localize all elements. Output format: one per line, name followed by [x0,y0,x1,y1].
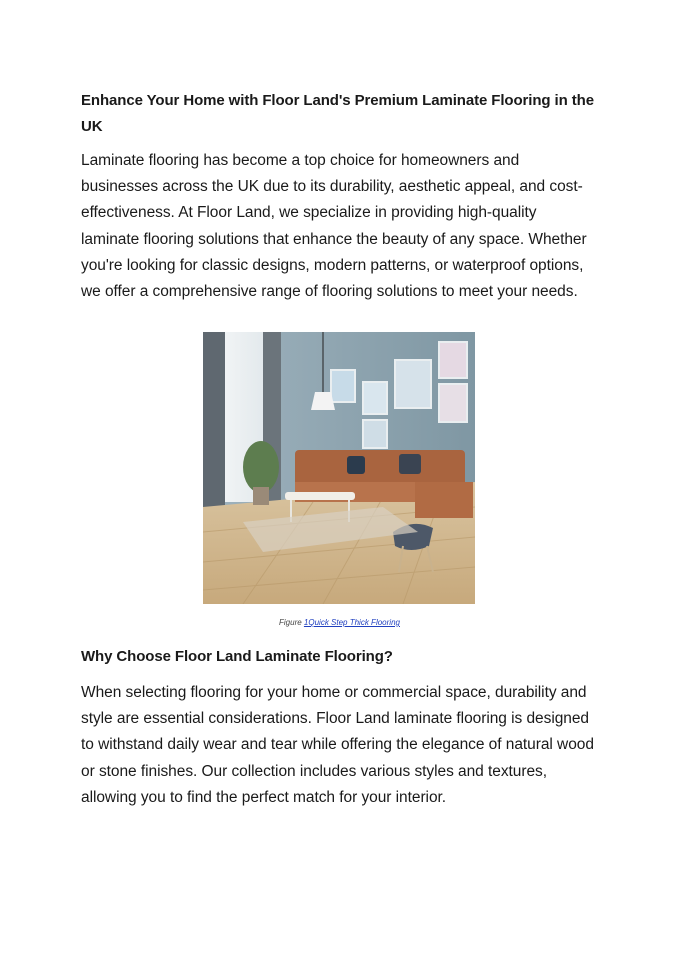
living-room-photo [203,332,475,604]
section-heading-intro: Enhance Your Home with Floor Land's Premium Laminate Flooring in the UK [81,92,594,135]
section-why-choose [81,644,596,811]
why-choose-paragraph: When selecting flooring for your home or commercial space, durability and style are essential considerations. Floor Land laminate flooring is designed to withstand daily wear and tear while offering the elegance of natural wood or stone finishes. Our collection includes various styles and textures, allowing you to find the perfect match for your interior. [81,684,594,806]
caption-prefix: Figure [279,618,304,627]
section-heading-why-choose: Why Choose Floor Land Laminate Flooring? [81,648,393,665]
intro-paragraph: Laminate flooring has become a top choice for homeowners and businesses across the UK due to its durability, aesthetic appeal, and cost-effectiveness. At Floor Land, we specialize in providing high-quality laminate flooring solutions that enhance the beauty of any space. Whether you're looking for classic designs, modern patterns, or waterproof options, we offer a comprehensive range of flooring solutions to meet your needs. [81,152,587,301]
caption-link[interactable]: 1Quick Step Thick Flooring [303,618,400,627]
section-intro [81,88,596,305]
figure-caption [0,618,679,627]
